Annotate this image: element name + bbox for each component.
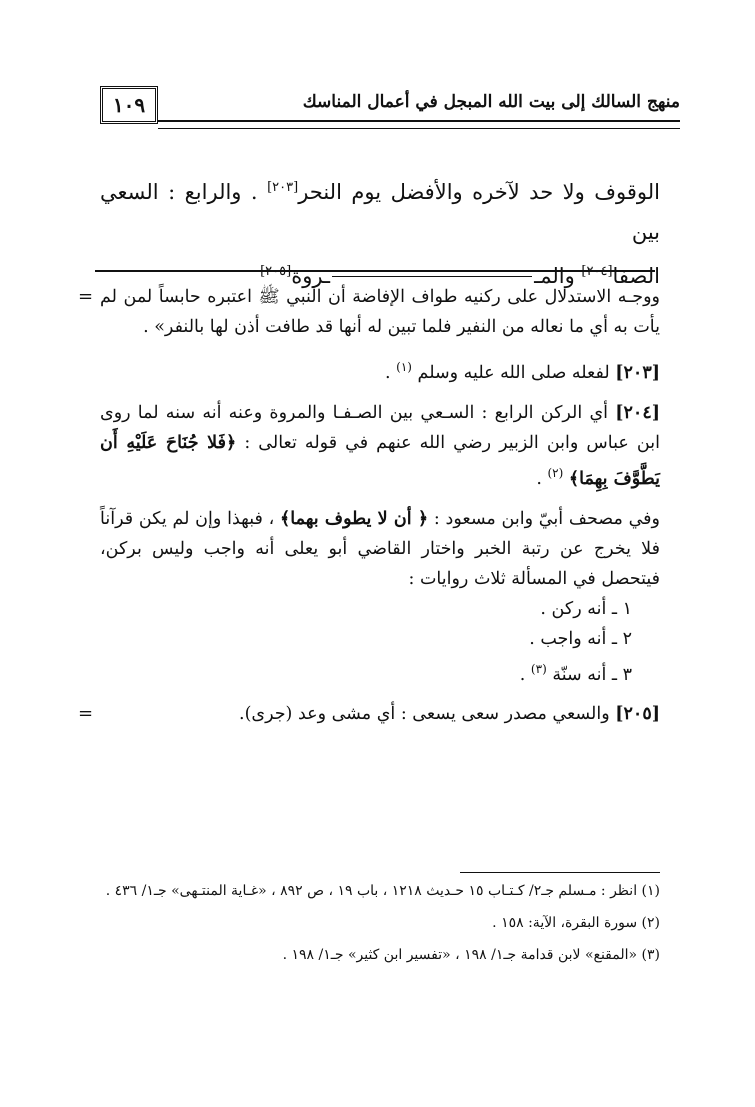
page-header [100,86,680,132]
note-204: [٢٠٤] أي الركن الرابع : السـعي بين الصـفـا والمروة وعنه أنه سنه لما روى ابن عباس وابن الزبير رضي الله عنهم في قوله تعالى : ﴿فَلا جُنَاحَ عَلَيْهِ أَن يَطَّوَّفَ بِهِمَا﴾ $^{(٢)}$ . [100,402,660,489]
footnotes [100,878,660,974]
note-205: = [٢٠٥] والسعي مصدر سعى يسعى : أي مشى وعد (جرى). [100,699,660,729]
mushaf-paragraph: وفي مصحف أبيّ وابن مسعود : ﴿ أن لا يطوف بهما﴾ ، فبهذا وإن لم يكن قرآناً فلا يخرج عن رتبة الخبر واختار القاضي أبو يعلى أنه واجب وليس بركن، فيتحصل في المسألة ثلاث روايات : ١ ـ أنه ركن . ٢ ـ أنه واجب . ٣ ـ أنه سنّة $^{(٣)}$ . [100,504,660,690]
footnote-rule [460,872,660,873]
note-203: [٢٠٣] لفعله صلى الله عليه وسلم $^{(١)}$ . [385,360,660,383]
footnote-3: (٣) «المقنع» لابن قدامة جـ١/ ١٩٨ ، «تفسير ابن كثير» جـ١/ ١٩٨ . [282,947,660,963]
kashida-line [332,276,532,277]
section-divider [95,270,655,272]
running-title: منهج السالك إلى بيت الله المبجل في أعمال المناسك [302,92,680,112]
main-line-2: الصفا[٢٠٤] والمــروة[٢٠٥] [260,264,660,288]
ref-205: [٢٠٥] [260,264,292,279]
list-item: ٣ ـ أنه سنّة $^{(٣)}$ . [519,661,632,685]
list-item: ٢ ـ أنه واجب . [529,628,632,649]
continuation-mark: = [78,703,94,725]
footnote-2: (٢) سورة البقرة، الآية: ١٥٨ . [492,915,660,931]
list-item: ١ ـ أنه ركن . [540,598,632,619]
page-number: ١٠٩ [100,86,158,124]
ref-204: [٢٠٤] [581,264,613,279]
main-text [100,168,660,296]
continuation-mark: = [78,286,94,307]
note-205-label: [٢٠٥] [615,704,660,725]
commentary [78,282,660,739]
quran-variant: ﴿ أن لا يطوف بهما﴾ [280,508,429,529]
main-line-1: الوقوف ولا حد لآخره والأفضل يوم النحر[٢٠٣] . والرابع : السعي بين [100,180,660,244]
quran-verse: ﴿فَلا جُنَاحَ عَلَيْهِ أَن يَطَّوَّفَ بِهِمَا﴾ [100,432,660,489]
ref-203: [٢٠٣] [267,180,299,195]
header-rule [158,120,680,129]
note-203-label: [٢٠٣] [615,362,660,383]
note-204-label: [٢٠٤] [615,402,660,423]
commentary-intro: = ووجـه الاستدلال على ركنيه طواف الإفاضة أن النبي ﷺ اعتبره حابساً لمن لم يأت به أي ما نعاله من النفير فلما تبين له أنها قد طافت أذن لها بالنفر» . [100,282,660,342]
footnote-1: (١) انظر : مـسلم جـ٢/ كـتـاب ١٥ حـديث ١٢١٨ ، باب ١٩ ، ص ٨٩٢ ، «غـاية المنتـهى» جـ١/ ٤٣٦ . [105,883,660,899]
